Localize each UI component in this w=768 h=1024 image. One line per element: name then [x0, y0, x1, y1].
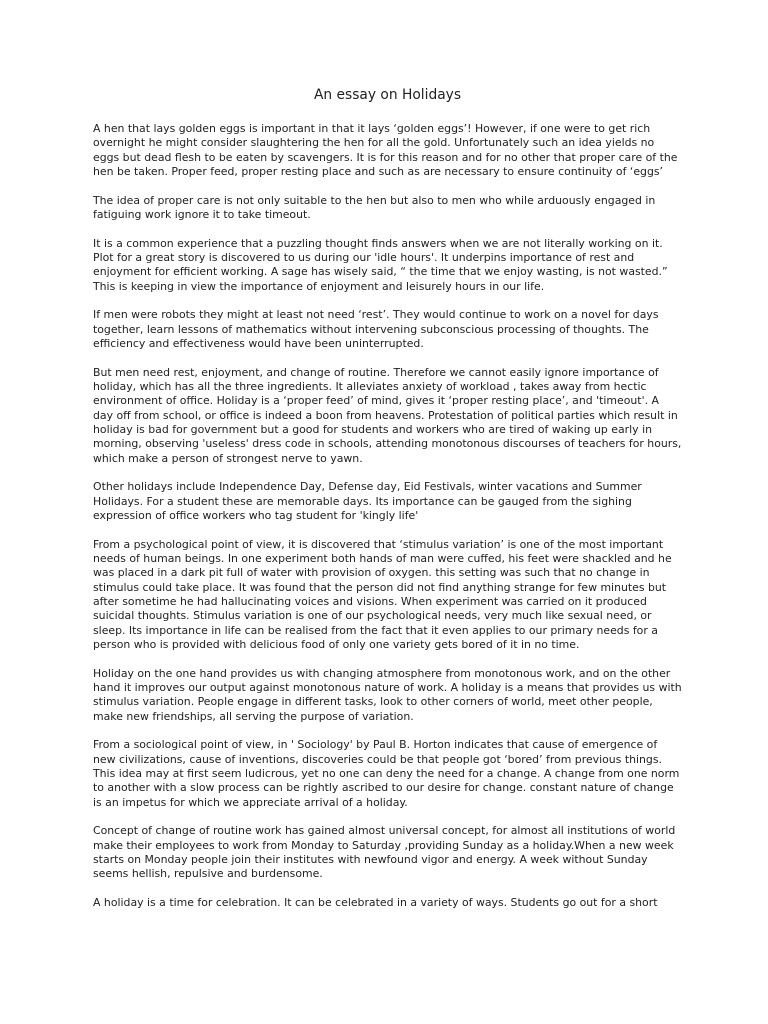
- paragraph-atmosphere: Holiday on the one hand provides us with changing atmosphere from monotonous work, and on the other hand it improves our output against monotonous nature of work. A holiday is a means that provides us with stimulus variation. People engage in different tasks, look to other corners of world, meet other people, make new friendships, all serving the purpose of variation.: [93, 666, 682, 723]
- paragraph-idle-hours: It is a common experience that a puzzling thought finds answers when we are not literally working on it. Plot for a great story is discovered to us during our 'idle hours'. It underpins importance of rest and enjoyment for efficient working. A sage has wisely said, “ the time that we enjoy wasting, is not wasted.” This is keeping in view the importance of enjoyment and leisurely hours in our life.: [93, 236, 668, 293]
- paragraph-psychology: From a psychological point of view, it is discovered that ‘stimulus variation’ is one of the most important needs of human beings. In one experiment both hands of man were cuffed, his feet were shackled and he was placed in a dark pit full of water with provision of oxygen. this setting was such that no change in stimulus could take place. It was found that the person did not find anything strange for few minutes but after sometime he had hallucinating voices and visions. When experiment was carried on it produced suicidal thoughts. Stimulus variation is one of our psychological needs, very much like sexual need, or sleep. Its importance in life can be realised from the fact that it even applies to our primary needs for a person who is provided with delicious food of only one variety gets bored of it in no time.: [93, 537, 672, 651]
- paragraph-robots: If men were robots they might at least not need ‘rest’. They would continue to work on a novel for days together, learn lessons of mathematics without intervening subconscious processing of thoughts. The efficiency and effectiveness would have been uninterrupted.: [93, 308, 659, 351]
- paragraph-other-holidays: Other holidays include Independence Day, Defense day, Eid Festivals, winter vacations and Summer Holidays. For a student these are memorable days. Its importance can be gauged from the sighing expression of office workers who tag student for 'kingly life': [93, 480, 642, 523]
- essay-body: [93, 122, 682, 910]
- document-title: An essay on Holidays: [313, 87, 462, 103]
- paragraph-rest-routine: But men need rest, enjoyment, and change of routine. Therefore we cannot easily ignore importance of holiday, which has all the three ingredients. It alleviates anxiety of workload , takes away from hectic environment of office. Holiday is a ‘proper feed’ of mind, gives it ‘proper resting place’, and 'timeout'. A day off from school, or office is indeed a boon from heavens. Protestation of political parties which result in holiday is bad for government but a good for students and workers who are tired of waking up early in morning, observing 'useless' dress code in schools, attending monotonous discourses of teachers for hours, which make a person of strongest nerve to yawn.: [93, 365, 682, 465]
- paragraph-hen: A hen that lays golden eggs is important in that it lays ‘golden eggs’! However, if one were to get rich overnight he might consider slaughtering the hen for all the gold. Unfortunately such an idea yields no eggs but dead flesh to be eaten by scavengers. It is for this reason and for no other that proper care of the hen be taken. Proper feed, proper resting place and such as are necessary to ensure continuity of ‘eggs’: [93, 122, 678, 178]
- paragraph-sociology: From a sociological point of view, in ' Sociology' by Paul B. Horton indicates that cause of emergence of new civilizations, cause of inventions, discoveries could be that people got ‘bored’ from previous things. This idea may at first seem ludicrous, yet no one can deny the need for a change. A change from one norm to another with a slow process can be rightly ascribed to our desire for change. constant nature of change is an impetus for which we appreciate arrival of a holiday.: [93, 738, 680, 809]
- paragraph-celebration: A holiday is a time for celebration. It can be celebrated in a variety of ways. Students go out for a short: [93, 896, 658, 910]
- paragraph-routine-change: Concept of change of routine work has gained almost universal concept, for almost all institutions of world make their employees to work from Monday to Saturday ,providing Sunday as a holiday.When a new week starts on Monday people join their institutes with newfound vigor and energy. A week without Sunday seems hellish, repulsive and burdensome.: [93, 824, 676, 881]
- paragraph-proper-care: The idea of proper care is not only suitable to the hen but also to men who while arduously engaged in fatiguing work ignore it to take timeout.: [93, 193, 656, 221]
